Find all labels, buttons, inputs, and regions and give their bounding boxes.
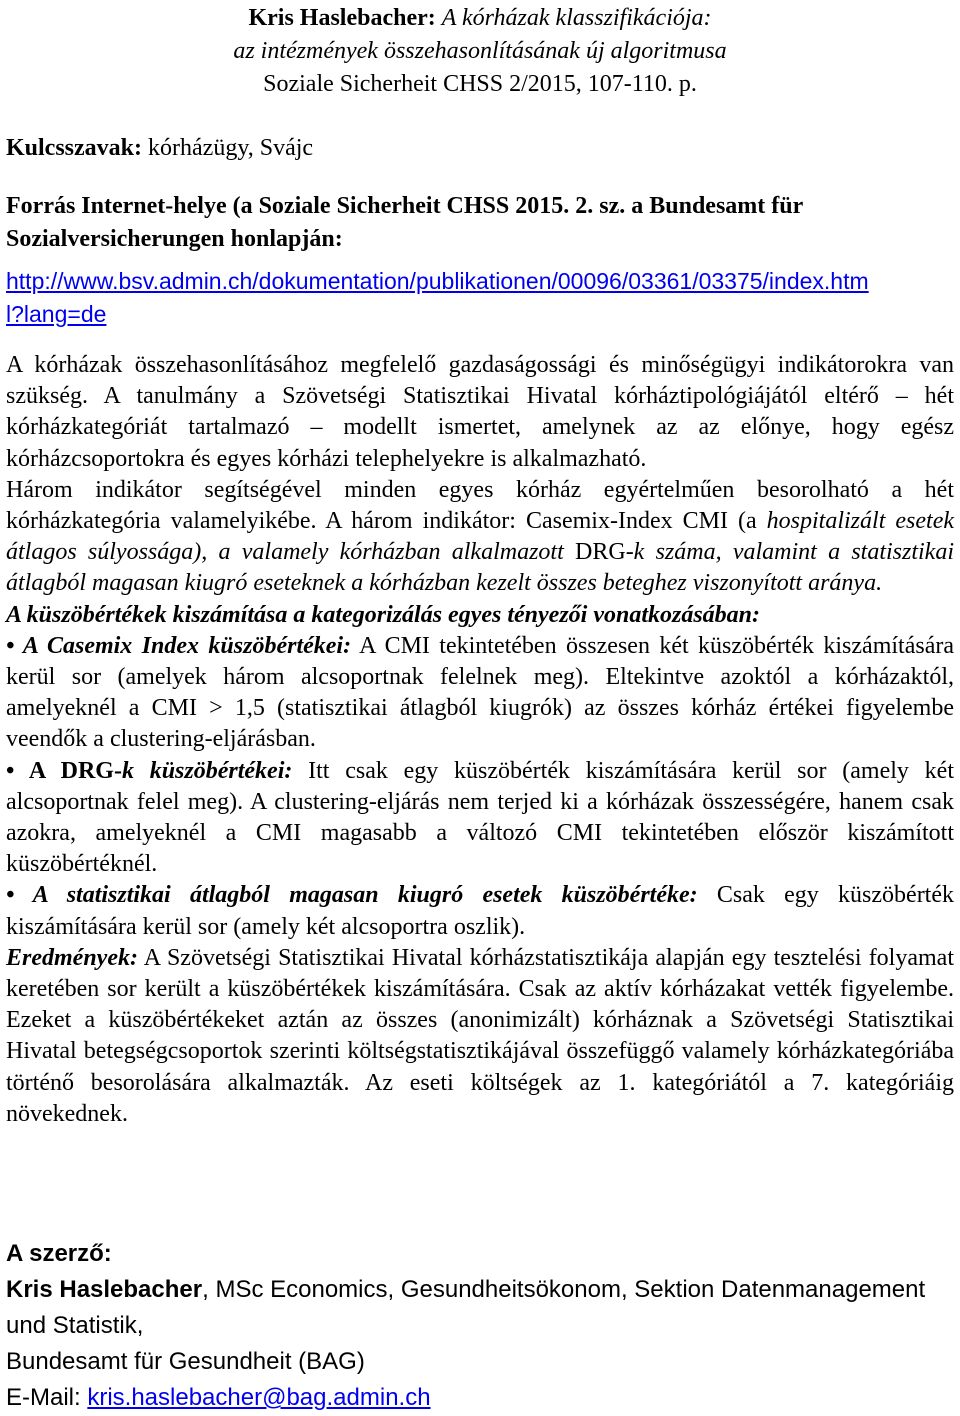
bullet-drg-label-b: k küszöbértékei: — [121, 757, 293, 784]
header-subtitle: az intézmények összehasonlításának új algoritmusa — [233, 38, 727, 64]
header-line-1 — [0, 2, 960, 35]
bullet-drg-label-a: • A DRG- — [6, 757, 122, 784]
document-header — [0, 2, 960, 101]
author-email-label: E-Mail: — [6, 1384, 88, 1411]
header-citation: Soziale Sicherheit CHSS 2/2015, 107-110. p. — [263, 71, 697, 97]
author-heading: A szerző: — [6, 1240, 112, 1267]
keywords-text: kórházügy, Svájc — [148, 135, 314, 161]
bullet-drg-text: Itt csak egy küszöbérték kiszámítására kerül sor (amely két alcsoportnak felel meg). A clustering-eljárás nem terjed ki a kórházak összességére, hanem csak azokra, amelyeknél a CMI magasabb a változó CMI tekintetében először kiszámított küszöbértéknél. — [6, 757, 954, 878]
author-details — [6, 1272, 954, 1344]
results-label: Eredmények: — [6, 944, 138, 971]
bullet-outliers-label: • A statisztikai átlagból magasan kiugró esetek küszöbértéke: — [6, 882, 698, 909]
paragraph-indicators-italic: hospitalizált esetek átlagos súlyossága), a valamely kórházban alkalmazott — [6, 508, 955, 566]
bullet-casemix-label: • A Casemix Index küszöbértékei: — [6, 632, 352, 659]
bullet-casemix — [6, 631, 954, 756]
author-affiliation: , MSc Economics, Gesundheitsökonom, Sektion Datenmanagement und Statistik, — [6, 1276, 926, 1339]
source-url — [6, 265, 869, 331]
paragraph-results — [6, 943, 954, 1130]
source-url-line-1: http://www.bsv.admin.ch/dokumentation/publikationen/00096/03361/03375/index.htm — [6, 268, 869, 294]
document-body — [6, 350, 954, 1130]
source-url-link[interactable] — [6, 268, 869, 327]
threshold-heading: A küszöbértékek kiszámítása a kategorizálás egyes tényezői vonatkozásában: — [6, 601, 761, 628]
drg-abbreviation: DRG — [575, 539, 626, 566]
author-name: Kris Haslebacher — [6, 1276, 203, 1303]
header-title: A kórházak klasszifikációja: — [441, 5, 712, 31]
keywords-label: Kulcsszavak: — [6, 135, 143, 161]
paragraph-indicators — [6, 475, 954, 600]
bullet-casemix-text: A CMI tekintetében összesen két küszöbérték kiszámítására kerül sor (amelyek három alcsoportnak felelnek meg). Eltekintve azoktól a kórházaktól, amelyeknél a CMI > 1,5 (statisztikai átlagból kiugrók) az összes kórház értékei figyelembe veendők a clustering-eljárásban. — [6, 632, 954, 753]
author-office: Bundesamt für Gesundheit (BAG) — [6, 1348, 365, 1375]
paragraph-indicators-end: -k száma, valamint a statisztikai átlagból magasan kiugró eseteknek a kórházban kezelt összes beteghez viszonyított aránya. — [6, 539, 954, 597]
source-line: Forrás Internet-helye (a Soziale Sicherheit CHSS 2015. 2. sz. a Bundesamt für Sozialversicherungen honlapján: — [6, 193, 803, 252]
paragraph-intro: A kórházak összehasonlításához megfelelő gazdaságossági és minőségügyi indikátorokra van szükség. A tanulmány a Szövetségi Statisztikai Hivatal kórháztipológiájától eltérő – hét kórházkategóriát tartalmazó – modellt ismertet, amelynek az az előnye, hogy egész kórházcsoportokra és egyes kórházi telephelyekre is alkalmazható. — [6, 352, 954, 472]
paragraph-indicators-start: Három indikátor segítségével minden egyes kórház egyértelműen besorolható a hét kórházkategória valamelyikébe. A három indikátor: Casemix-Index CMI (a — [6, 476, 954, 535]
source-url-line-2: l?lang=de — [6, 301, 107, 327]
bullet-drg — [6, 756, 954, 881]
author-email-link[interactable]: kris.haslebacher@bag.admin.ch — [87, 1384, 431, 1411]
results-text: A Szövetségi Statisztikai Hivatal kórházstatisztikája alapján egy tesztelési folyamat keretében sor került a küszöbértékek kiszámítására. Csak az aktív kórházakat vették figyelembe. Ezeket a küszöbértékeket aztán az összes (anonimizált) kórháznak a Szövetségi Statisztikai Hivatal betegségcsoportok szerinti költségstatisztikájával összefüggő valamely kórházkategóriába történő besorolására alkalmazták. Az eseti költségek az 1. kategóriától a 7. kategóriáig növekednek. — [6, 944, 954, 1127]
bullet-outliers-text: Csak egy küszöbérték kiszámítására kerül sor (amely két alcsoportra oszlik). — [6, 882, 954, 940]
author-section — [6, 1236, 954, 1416]
keywords-line — [6, 133, 313, 163]
header-author: Kris Haslebacher: — [248, 5, 436, 31]
bullet-outliers — [6, 880, 954, 942]
